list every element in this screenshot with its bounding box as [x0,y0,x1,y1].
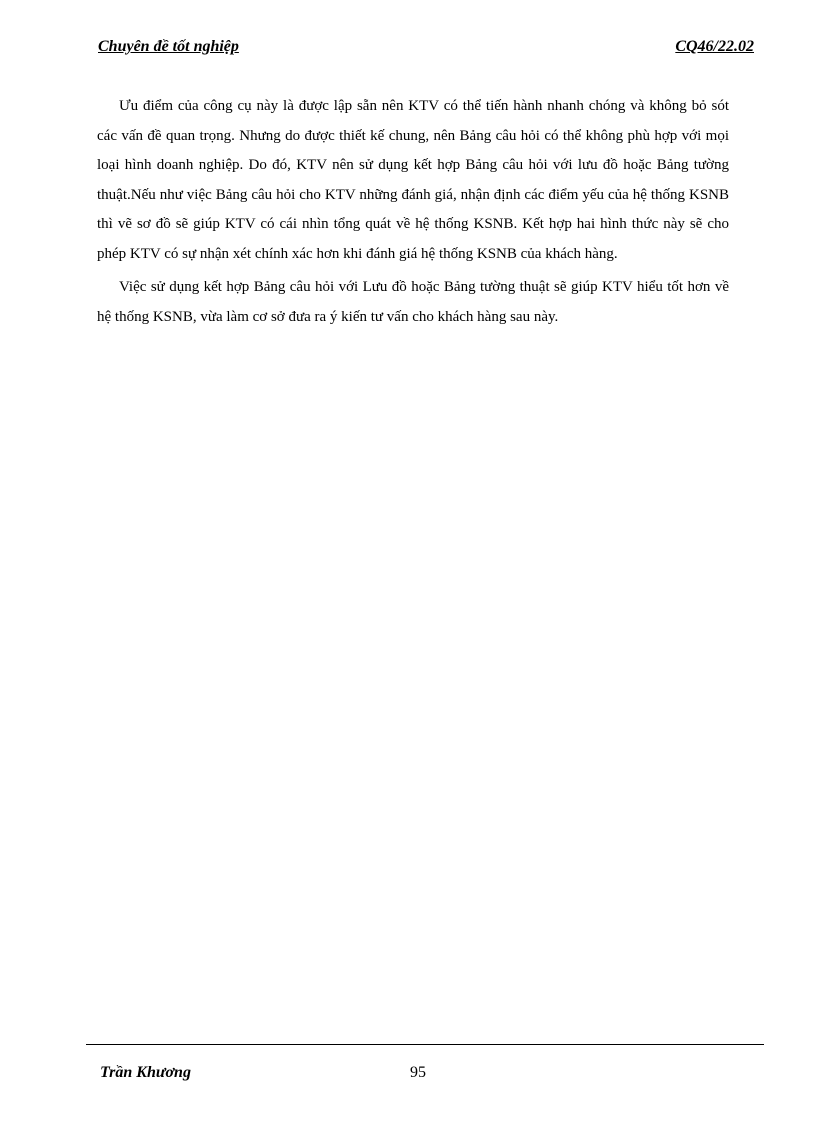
paragraph: Việc sử dụng kết hợp Bảng câu hỏi với Lưu đồ hoặc Bảng tường thuật sẽ giúp KTV hiểu tốt hơn về hệ thống KSNB, vừa làm cơ sở đưa ra ý kiến tư vấn cho khách hàng sau này. [97,279,729,325]
body-text [97,92,729,336]
page-number: 95 [410,1064,426,1081]
header-title: Chuyên đề tốt nghiệp [98,38,239,55]
header-code: CQ46/22.02 [675,38,754,55]
footer-author: Trần Khương [100,1064,191,1081]
footer-divider [86,1044,764,1045]
paragraph: Ưu điểm của công cụ này là được lập sẵn nên KTV có thể tiến hành nhanh chóng và không bỏ sót các vấn đề quan trọng. Nhưng do được thiết kế chung, nên Bảng câu hỏi có thể không phù hợp với mọi loại hình doanh nghiệp. Do đó, KTV nên sử dụng kết hợp Bảng câu hỏi với lưu đồ hoặc Bảng tường thuật.Nếu như việc Bảng câu hỏi cho KTV những đánh giá, nhận định các điểm yếu của hệ thống KSNB thì vẽ sơ đồ sẽ giúp KTV có cái nhìn tổng quát về hệ thống KSNB. Kết hợp hai hình thức này sẽ cho phép KTV có sự nhận xét chính xác hơn khi đánh giá hệ thống KSNB của khách hàng. [97,98,729,262]
page-header [98,38,754,62]
